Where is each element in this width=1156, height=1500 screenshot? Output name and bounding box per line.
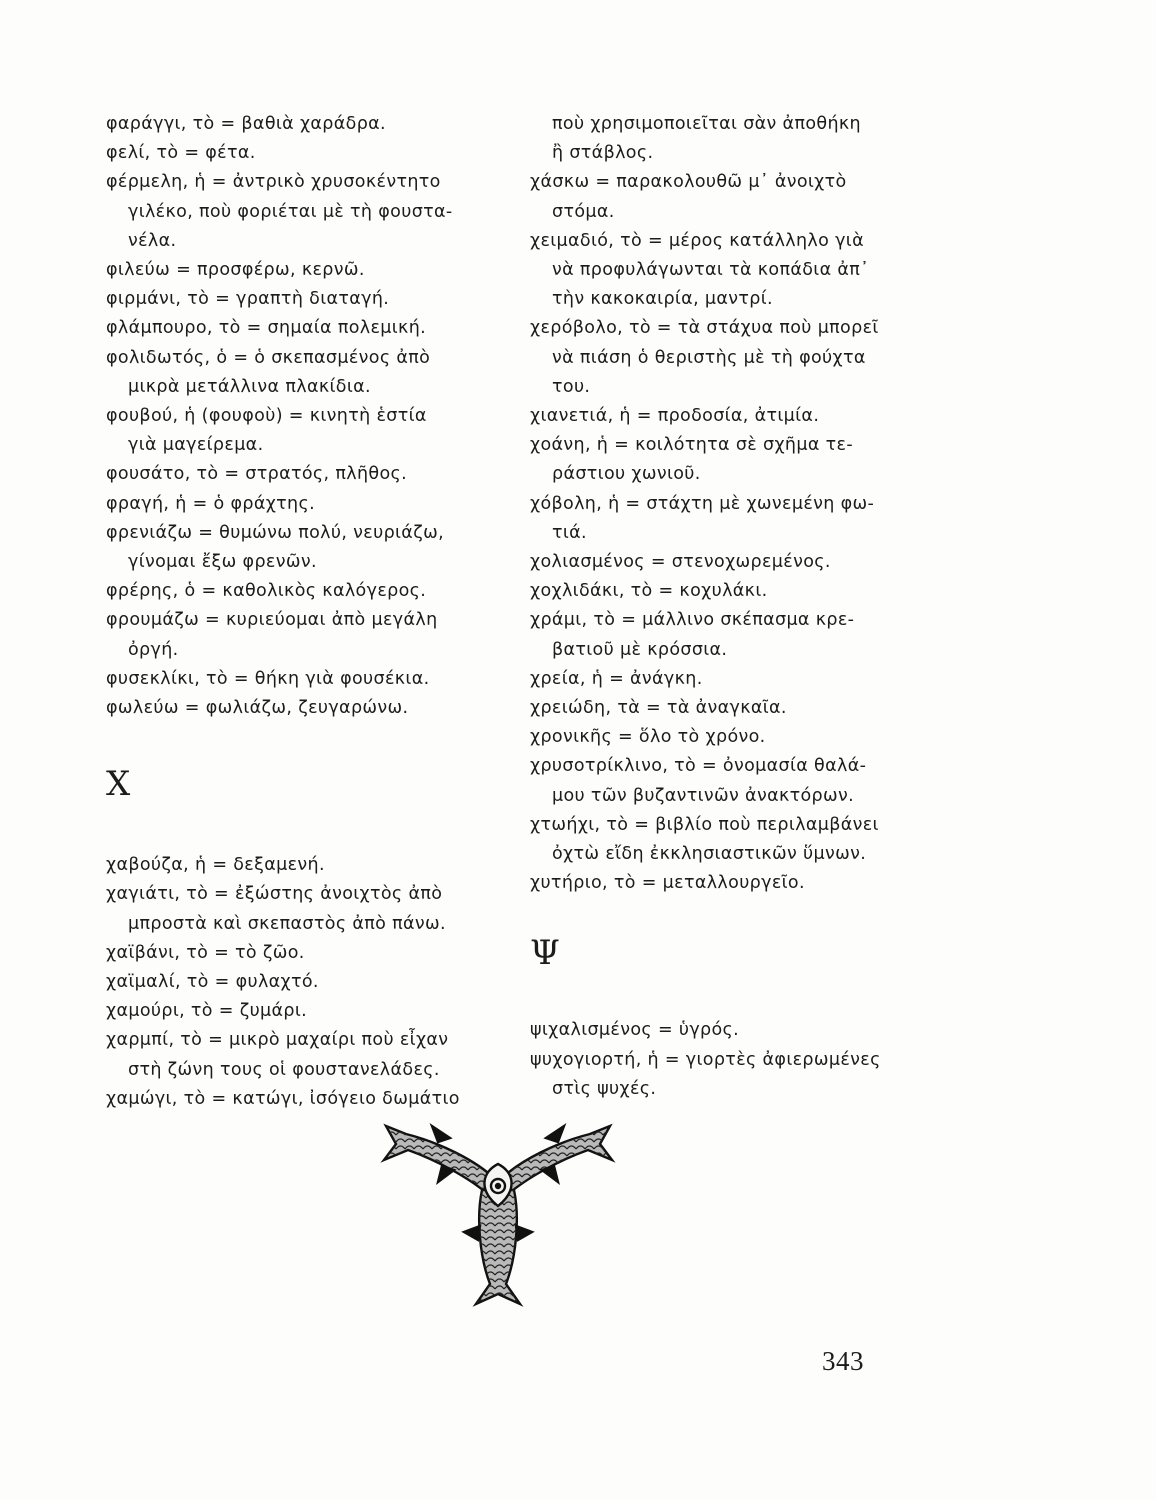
dictionary-entry — [530, 811, 908, 869]
entry-headword-line: χράμι, τὸ = μάλλινο σκέπασμα κρε- — [530, 610, 855, 631]
entry-headword-line: φρέρης, ὁ = καθολικὸς καλόγερος. — [106, 581, 427, 602]
dictionary-entry — [106, 939, 491, 968]
entry-headword-line: χαγιάτι, τὸ = ἐξώστης ἀνοιχτὸς ἀπὸ — [106, 884, 443, 905]
dictionary-entry — [530, 577, 908, 606]
entry-continuation-line: μικρὰ μετάλλινα πλακίδια. — [128, 376, 371, 397]
section-heading-psi: Ψ — [530, 933, 560, 974]
dictionary-entry — [530, 314, 908, 402]
dictionary-entry — [106, 577, 491, 606]
left-column — [106, 110, 491, 1114]
entry-continuation-line: βατιοῦ μὲ κρόσσια. — [552, 639, 728, 660]
entry-continuation-line: στόμα. — [552, 201, 615, 222]
entry-headword-line: χυτήριο, τὸ = μεταλλουργεῖο. — [530, 873, 805, 894]
dictionary-entry — [106, 110, 491, 139]
dictionary-entry — [530, 168, 908, 226]
entry-continuation-line: στὴ ζώνη τους οἱ φουστανελάδες. — [128, 1059, 440, 1080]
right-entries-psi — [530, 1016, 908, 1104]
entry-headword-line: χοάνη, ἡ = κοιλότητα σὲ σχῆμα τε- — [530, 435, 853, 456]
right-entries-chi — [530, 110, 908, 898]
dictionary-entry — [530, 402, 908, 431]
dictionary-entry — [106, 880, 491, 938]
dictionary-entry — [530, 665, 908, 694]
dictionary-entry — [530, 431, 908, 489]
entry-continuation-line: ἢ στάβλος. — [552, 143, 654, 164]
dictionary-entry — [106, 851, 491, 880]
dictionary-entry — [530, 869, 908, 898]
dictionary-entry — [530, 110, 908, 168]
entry-headword-line: φιρμάνι, τὸ = γραπτὴ διαταγή. — [106, 289, 390, 310]
entry-headword-line: φλάμπουρο, τὸ = σημαία πολεμική. — [106, 318, 427, 339]
dictionary-entry — [530, 1016, 908, 1045]
dictionary-entry — [530, 606, 908, 664]
entry-continuation-line: μπροστὰ καὶ σκεπαστὸς ἀπὸ πάνω. — [128, 913, 446, 934]
dictionary-entry — [106, 344, 491, 402]
entry-continuation-line: τὴν κακοκαιρία, μαντρί. — [552, 289, 773, 310]
dictionary-entry — [106, 968, 491, 997]
entry-headword-line: χοχλιδάκι, τὸ = κοχυλάκι. — [530, 581, 768, 602]
entry-headword-line: φιλεύω = προσφέρω, κερνῶ. — [106, 260, 365, 281]
dictionary-entry — [106, 694, 491, 723]
left-entries-chi — [106, 851, 491, 1114]
entry-continuation-line: του. — [552, 376, 591, 397]
entry-headword-line: χόβολη, ἡ = στάχτη μὲ χωνεμένη φω- — [530, 493, 875, 514]
entry-continuation-line: μου τῶν βυζαντινῶν ἀνακτόρων. — [552, 785, 855, 806]
dictionary-entry — [530, 752, 908, 810]
entry-headword-line: φαράγγι, τὸ = βαθιὰ χαράδρα. — [106, 114, 386, 134]
entry-headword-line: χρονικῆς = ὅλο τὸ χρόνο. — [530, 727, 766, 748]
three-fish-ornament-icon — [378, 1108, 618, 1318]
entry-headword-line: χολιασμένος = στενοχωρεμένος. — [530, 552, 831, 573]
entry-headword-line: χτωήχι, τὸ = βιβλίο ποὺ περιλαμβάνει — [530, 814, 879, 835]
entry-headword-line: χερόβολο, τὸ = τὰ στάχυα ποὺ μπορεῖ — [530, 318, 879, 339]
entry-continuation-line: γιὰ μαγείρεμα. — [128, 435, 264, 456]
entry-continuation-line: νὰ πιάση ὁ θεριστὴς μὲ τὴ φούχτα — [552, 347, 866, 368]
dictionary-entry — [530, 227, 908, 315]
entry-headword-line: χιανετιά, ἡ = προδοσία, ἀτιμία. — [530, 406, 820, 427]
entry-continuation-line: τιά. — [552, 522, 587, 543]
entry-continuation-line: γιλέκο, ποὺ φοριέται μὲ τὴ φουστα- — [128, 201, 453, 222]
dictionary-entry — [106, 402, 491, 460]
section-heading-chi: Χ — [106, 764, 131, 805]
entry-continuation-line: ὀργή. — [128, 639, 179, 660]
entry-headword-line: χειμαδιό, τὸ = μέρος κατάλληλο γιὰ — [530, 230, 864, 251]
entry-headword-line: χρειώδη, τὰ = τὰ ἀναγκαῖα. — [530, 698, 787, 719]
dictionary-entry — [106, 168, 491, 256]
dictionary-entry — [106, 997, 491, 1026]
dictionary-entry — [106, 285, 491, 314]
entry-headword-line: φουσάτο, τὸ = στρατός, πλῆθος. — [106, 464, 408, 485]
dictionary-entry — [106, 139, 491, 168]
entry-continuation-line: ποὺ χρησιμοποιεῖται σὰν ἀποθήκη — [552, 114, 861, 134]
entry-headword-line: φρενιάζω = θυμώνω πολύ, νευριάζω, — [106, 522, 444, 543]
entry-continuation-line: ράστιου χωνιοῦ. — [552, 464, 701, 485]
entry-headword-line: φουβού, ἡ (φουφοὺ) = κινητὴ ἑστία — [106, 406, 427, 427]
entry-headword-line: χαμούρι, τὸ = ζυμάρι. — [106, 1001, 308, 1022]
entry-headword-line: χάσκω = παρακολουθῶ μ᾽ ἀνοιχτὸ — [530, 172, 847, 193]
dictionary-entry — [530, 723, 908, 752]
dictionary-entry — [106, 314, 491, 343]
entry-continuation-line: νέλα. — [128, 230, 177, 251]
dictionary-entry — [530, 548, 908, 577]
entry-headword-line: φυσεκλίκι, τὸ = θήκη γιὰ φουσέκια. — [106, 668, 430, 689]
dictionary-entry — [106, 665, 491, 694]
right-column — [530, 110, 908, 1104]
entry-headword-line: χαρμπί, τὸ = μικρὸ μαχαίρι ποὺ εἶχαν — [106, 1030, 449, 1051]
page-number: 343 — [822, 1346, 864, 1376]
entry-headword-line: χαβούζα, ἡ = δεξαμενή. — [106, 855, 325, 876]
dictionary-entry — [106, 1026, 491, 1084]
entry-headword-line: φελί, τὸ = φέτα. — [106, 143, 256, 164]
entry-headword-line: χαϊμαλί, τὸ = φυλαχτό. — [106, 972, 319, 993]
entry-continuation-line: γίνομαι ἔξω φρενῶν. — [128, 552, 317, 573]
entry-headword-line: φωλεύω = φωλιάζω, ζευγαρώνω. — [106, 698, 409, 719]
entry-continuation-line: στὶς ψυχές. — [552, 1078, 657, 1099]
entry-headword-line: χρεία, ἡ = ἀνάγκη. — [530, 668, 703, 689]
entry-continuation-line: ὀχτὼ εἴδη ἐκκλησιαστικῶν ὕμνων. — [552, 844, 867, 865]
entry-headword-line: ψυχογιορτή, ἡ = γιορτὲς ἀφιερωμένες — [530, 1049, 881, 1070]
entry-headword-line: ψιχαλισμένος = ὑγρός. — [530, 1020, 740, 1041]
dictionary-entry — [530, 694, 908, 723]
dictionary-entry — [106, 256, 491, 285]
dictionary-entry — [530, 1046, 908, 1104]
entry-headword-line: φέρμελη, ἡ = ἀντρικὸ χρυσοκέντητο — [106, 172, 441, 193]
dictionary-entry — [106, 606, 491, 664]
entry-headword-line: χαμώγι, τὸ = κατώγι, ἰσόγειο δωμάτιο — [106, 1088, 460, 1109]
dictionary-entry — [106, 490, 491, 519]
dictionary-entry — [106, 460, 491, 489]
entry-headword-line: φραγή, ἡ = ὁ φράχτης. — [106, 493, 316, 514]
entry-continuation-line: νὰ προφυλάγωνται τὰ κοπάδια ἀπ᾽ — [552, 260, 870, 281]
dictionary-entry — [106, 519, 491, 577]
entry-headword-line: φολιδωτός, ὁ = ὁ σκεπασμένος ἀπὸ — [106, 347, 431, 368]
dictionary-entry — [530, 490, 908, 548]
entry-headword-line: φρουμάζω = κυριεύομαι ἀπὸ μεγάλη — [106, 610, 438, 631]
entry-headword-line: χαϊβάνι, τὸ = τὸ ζῶο. — [106, 942, 305, 963]
left-entries-phi — [106, 110, 491, 723]
entry-headword-line: χρυσοτρίκλινο, τὸ = ὀνομασία θαλά- — [530, 756, 867, 777]
